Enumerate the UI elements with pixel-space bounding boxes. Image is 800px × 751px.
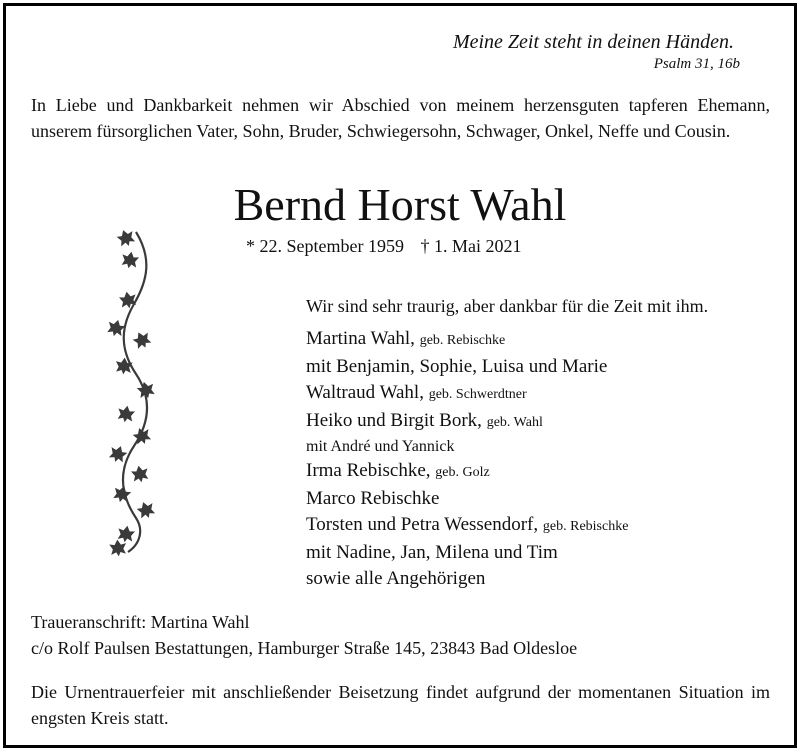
motto-reference: Psalm 31, 16b bbox=[653, 56, 740, 72]
mourner-name: mit Benjamin, Sophie, Luisa und Marie bbox=[306, 356, 608, 377]
mourning-address bbox=[31, 609, 577, 661]
birth-date: * 22. September 1959 bbox=[246, 236, 404, 256]
mourner-entry bbox=[306, 458, 628, 486]
mourner-name: Torsten und Petra Wessendorf, bbox=[306, 514, 539, 535]
ivy-vine-icon bbox=[106, 228, 166, 558]
motto-quote: Meine Zeit steht in deinen Händen. bbox=[452, 31, 734, 53]
mourner-name: Waltraud Wahl, bbox=[306, 382, 424, 403]
mourner-entry bbox=[306, 566, 628, 592]
address-line-1: Traueranschrift: Martina Wahl bbox=[31, 612, 250, 632]
maiden-name-note: geb. Rebischke bbox=[419, 333, 506, 348]
mourner-entry bbox=[306, 512, 628, 540]
maiden-name-note: geb. Rebischke bbox=[542, 519, 629, 534]
maiden-name-note: geb. Schwerdtner bbox=[428, 387, 527, 402]
ivy-leaf-icon bbox=[120, 250, 139, 269]
closing-text: Die Urnentrauerfeier mit anschließender Beisetzung findet aufgrund der momentanen Situation im engsten Kreis statt. bbox=[31, 682, 770, 728]
ivy-leaf-icon bbox=[115, 228, 137, 249]
statement: Wir sind sehr traurig, aber dankbar für die Zeit mit ihm. bbox=[306, 296, 709, 316]
ivy-leaf-icon bbox=[116, 524, 135, 543]
mourner-name: Martina Wahl, bbox=[306, 328, 415, 349]
address-line-2: c/o Rolf Paulsen Bestattungen, Hamburger Straße 145, 23843 Bad Oldesloe bbox=[31, 638, 578, 658]
mourner-entry bbox=[306, 540, 628, 566]
mourners-list bbox=[306, 326, 628, 592]
mourner-name: Irma Rebischke, bbox=[306, 460, 431, 481]
mourner-name: Marco Rebischke bbox=[306, 488, 440, 509]
death-date: † 1. Mai 2021 bbox=[420, 236, 522, 256]
ivy-leaf-icon bbox=[130, 464, 149, 483]
mourner-name: mit André und Yannick bbox=[306, 438, 455, 455]
mourner-name: Heiko und Birgit Bork, bbox=[306, 410, 482, 431]
mourner-name: mit Nadine, Jan, Milena und Tim bbox=[306, 542, 558, 563]
ivy-leaf-icon bbox=[131, 329, 153, 351]
mourner-entry bbox=[306, 354, 628, 380]
mourner-entry bbox=[306, 380, 628, 408]
ivy-leaf-icon bbox=[118, 290, 137, 309]
ivy-leaf-icon bbox=[116, 404, 135, 423]
mourner-name: sowie alle Angehörigen bbox=[306, 568, 486, 589]
maiden-name-note: geb. Wahl bbox=[486, 415, 543, 430]
maiden-name-note: geb. Golz bbox=[435, 465, 490, 480]
mourner-entry bbox=[306, 326, 628, 354]
deceased-name: Bernd Horst Wahl bbox=[233, 179, 567, 230]
ivy-leaf-icon bbox=[135, 499, 157, 521]
mourner-entry bbox=[306, 486, 628, 512]
ivy-leaf-icon bbox=[112, 484, 133, 505]
mourner-entry bbox=[306, 436, 628, 458]
mourner-entry bbox=[306, 408, 628, 436]
intro-text: In Liebe und Dankbarkeit nehmen wir Abschied von meinem herzensguten tapferen Ehemann, unserem fürsorglichen Vater, Sohn, Bruder, Schwiegersohn, Schwager, Onkel, Neffe und Cousin. bbox=[31, 95, 770, 141]
life-dates bbox=[246, 236, 521, 257]
